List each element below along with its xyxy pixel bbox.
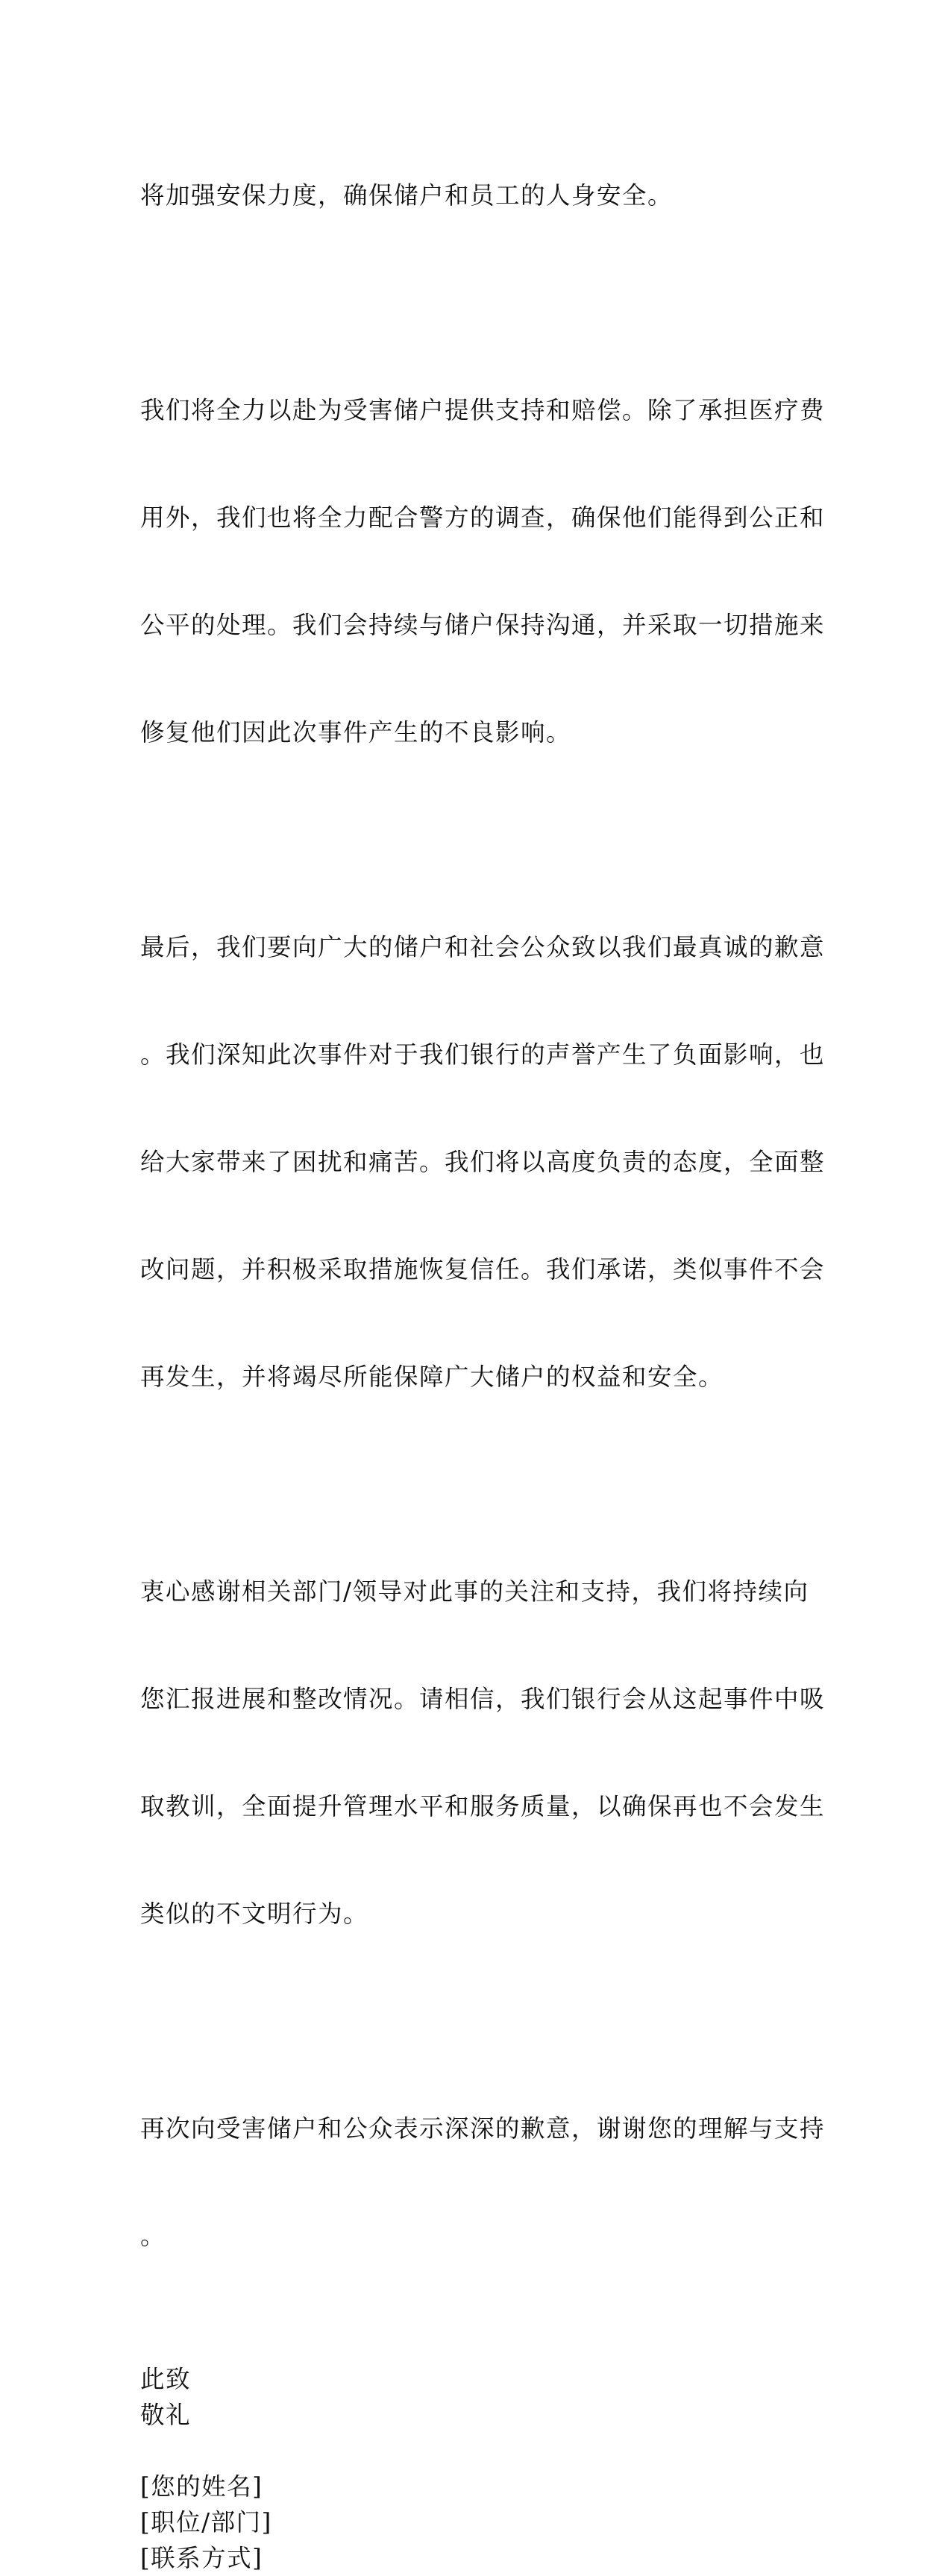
closing-line-2: 敬礼 [140,2401,192,2429]
paragraph-2 [140,321,826,822]
paragraph-line: 公平的处理。我们会持续与储户保持沟通，并采取一切措施来 [140,611,826,639]
letter-body [140,106,826,2576]
paragraph-3 [140,858,826,1466]
paragraph-line: 您汇报进展和整改情况。请相信，我们银行会从这起事件中吸 [140,1685,826,1713]
paragraph-4 [140,1502,826,2003]
signature-position: [职位/部门] [140,2508,272,2536]
paragraph-1 [140,106,812,285]
paragraph-line: 再次向受害储户和公众表示深深的歉意，谢谢您的理解与支持 [140,2114,826,2143]
paragraph-line: 我们将全力以赴为受害储户提供支持和赔偿。除了承担医疗费 [140,396,826,424]
paragraph-5 [140,2039,826,2325]
paragraph-line: 衷心感谢相关部门/领导对此事的关注和支持，我们将持续向 [140,1577,809,1606]
paragraph-line: 。 [140,2222,166,2250]
paragraph-line: 再发生，并将竭尽所能保障广大储户的权益和安全。 [140,1363,724,1391]
signature-contact: [联系方式] [140,2544,263,2572]
paragraph-line: 类似的不文明行为。 [140,1900,369,1928]
paragraph-line: 取教训，全面提升管理水平和服务质量，以确保再也不会发生 [140,1792,826,1821]
signature-block [140,2469,812,2576]
paragraph-line: 给大家带来了困扰和痛苦。我们将以高度负责的态度，全面整 [140,1148,826,1176]
paragraph-line: 。我们深知此次事件对于我们银行的声誉产生了负面影响，也 [140,1040,826,1069]
closing-salutation [140,2361,812,2433]
closing-line-1: 此致 [140,2365,192,2393]
paragraph-line: 最后，我们要向广大的储户和社会公众致以我们最真诚的歉意 [140,933,826,961]
signature-name: [您的姓名] [140,2472,263,2501]
paragraph-line: 修复他们因此次事件产生的不良影响。 [140,718,572,747]
paragraph-line: 改问题，并积极采取措施恢复信任。我们承诺，类似事件不会 [140,1255,826,1284]
paragraph-line: 将加强安保力度，确保储户和员工的人身安全。 [140,181,674,210]
paragraph-line: 用外，我们也将全力配合警方的调查，确保他们能得到公正和 [140,503,826,532]
